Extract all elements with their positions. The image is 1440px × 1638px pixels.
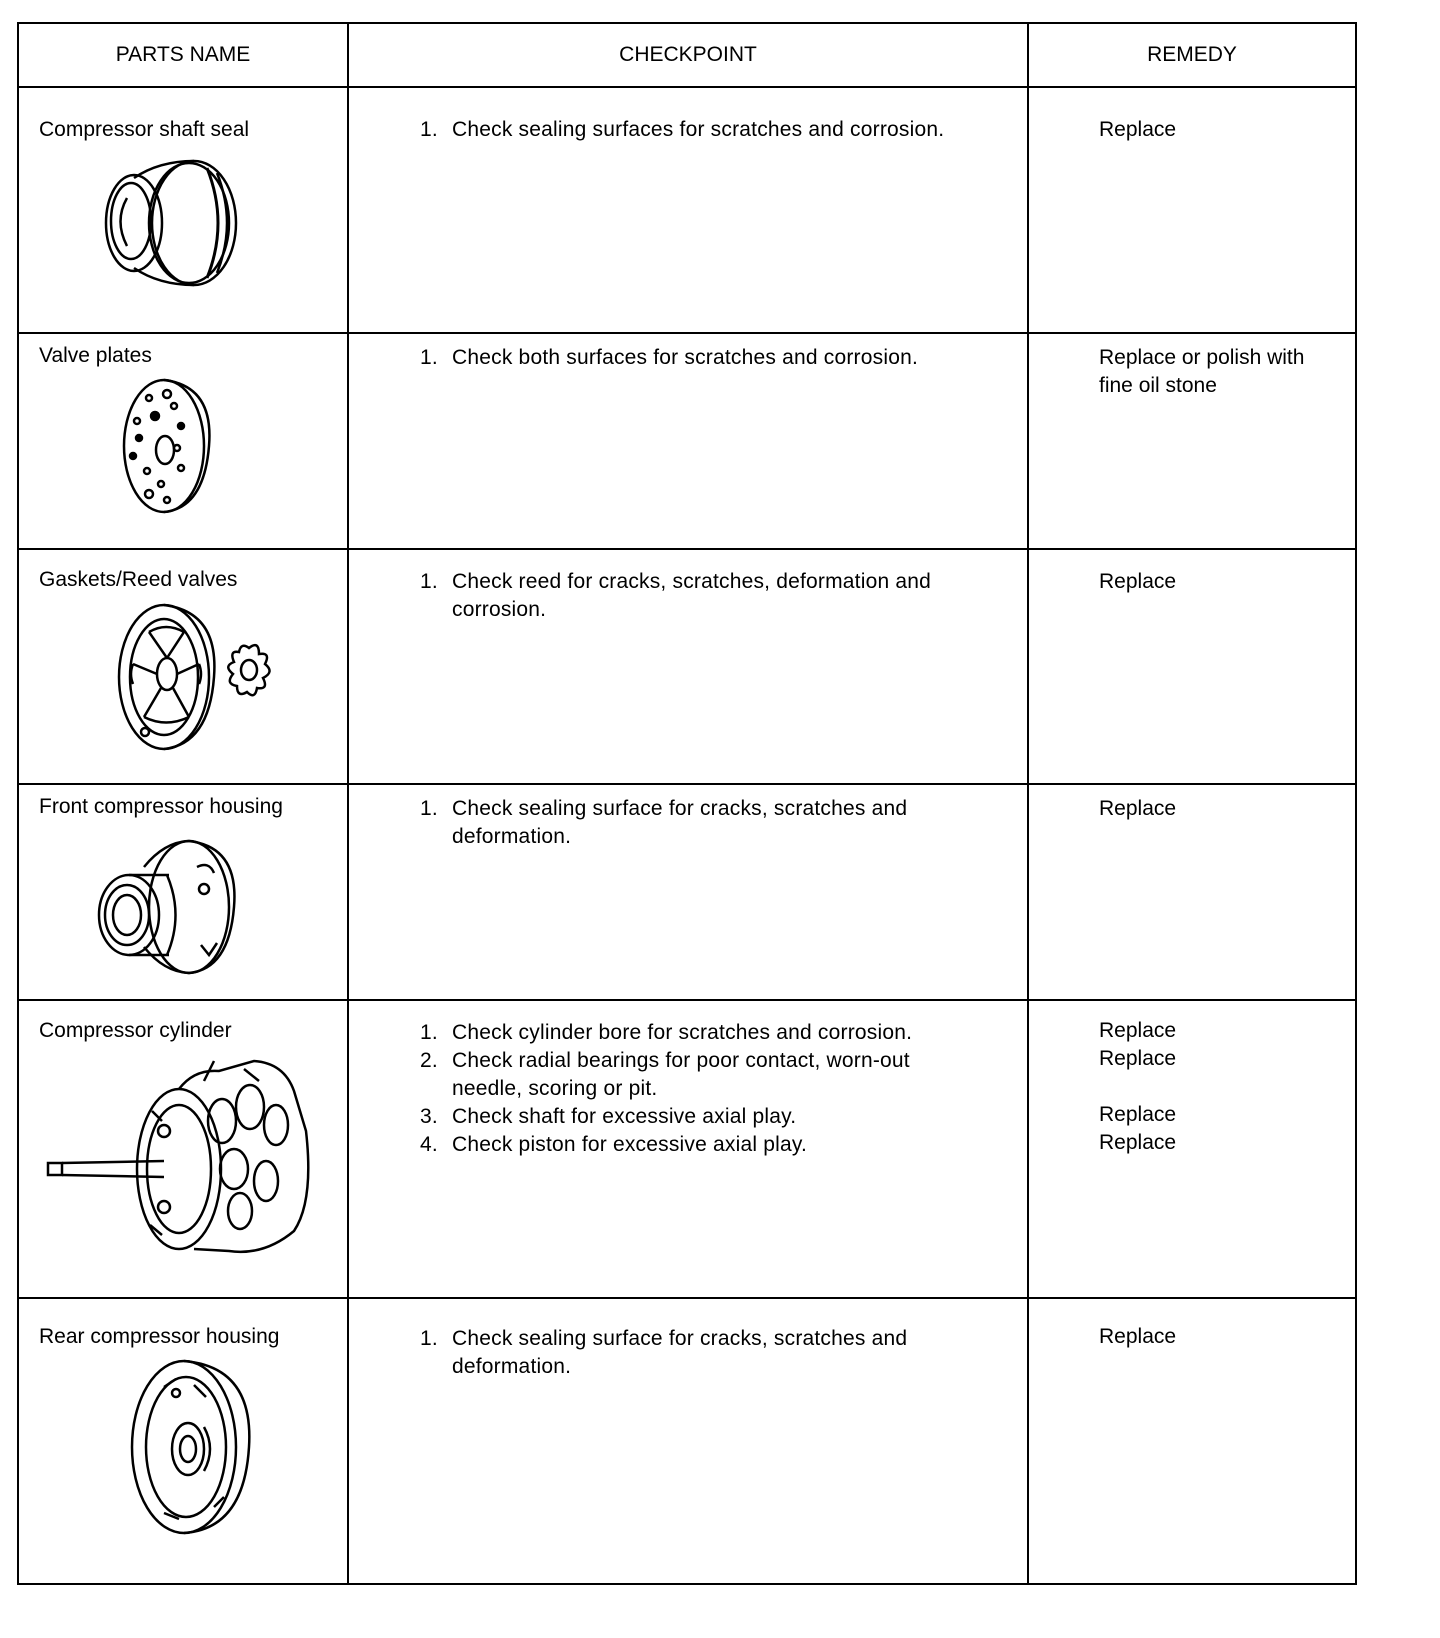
part-name: Compressor cylinder xyxy=(39,1019,232,1043)
table-header-row xyxy=(18,23,1356,87)
remedy-spacer xyxy=(1099,1073,1335,1101)
checkpoint-list xyxy=(349,785,1027,851)
table-row xyxy=(18,1000,1356,1298)
checkpoint-cell xyxy=(348,784,1028,1000)
remedy-text: Replace xyxy=(1099,1103,1177,1127)
remedy-text: Replace xyxy=(1099,118,1177,141)
remedy-text: Replace or polish with fine oil stone xyxy=(1099,345,1305,397)
rear-housing-illustration xyxy=(124,1357,274,1537)
table-row xyxy=(18,333,1356,549)
part-name: Rear compressor housing xyxy=(39,1324,280,1348)
part-cell xyxy=(18,333,348,549)
checkpoint-cell xyxy=(348,333,1028,549)
part-name: Compressor shaft seal xyxy=(39,118,250,141)
checkpoint-item: 4. Check piston for excessive axial play. xyxy=(444,1131,927,1159)
table-row xyxy=(18,784,1356,1000)
shaft-seal-illustration xyxy=(99,158,259,288)
inspection-table-sheet xyxy=(17,22,1355,1585)
checkpoint-list xyxy=(349,1001,1027,1159)
remedy-cell xyxy=(1028,1000,1356,1298)
header-remedy: REMEDY xyxy=(1028,23,1356,87)
remedy-text: Replace xyxy=(1099,1047,1177,1071)
remedy-text: Replace xyxy=(1099,1019,1177,1043)
part-cell xyxy=(18,1298,348,1584)
checkpoint-cell xyxy=(348,1000,1028,1298)
checkpoint-list xyxy=(349,88,1027,144)
valve-plate-illustration xyxy=(119,376,239,516)
part-cell xyxy=(18,1000,348,1298)
part-cell xyxy=(18,549,348,784)
front-housing-illustration xyxy=(89,827,249,977)
cylinder-illustration xyxy=(44,1051,314,1261)
remedy-cell xyxy=(1028,1298,1356,1584)
part-cell xyxy=(18,87,348,333)
checkpoint-item: 1. Check sealing surfaces for scratches and corrosion. xyxy=(444,116,997,144)
part-name: Valve plates xyxy=(39,343,152,367)
checkpoint-list xyxy=(349,1299,1027,1381)
remedy-text: Replace xyxy=(1099,1324,1177,1348)
checkpoint-item: 1. Check sealing surface for cracks, scratches and deformation. xyxy=(444,1325,937,1381)
part-name: Front compressor housing xyxy=(39,794,283,818)
remedy-text: Replace xyxy=(1099,796,1177,820)
remedy-text: Replace xyxy=(1099,1131,1177,1155)
checkpoint-list xyxy=(349,550,1027,624)
checkpoint-item: 1. Check cylinder bore for scratches and corrosion. xyxy=(444,1019,927,1047)
checkpoint-cell xyxy=(348,549,1028,784)
checkpoint-list xyxy=(349,334,1027,372)
remedy-cell xyxy=(1028,549,1356,784)
reed-valve-illustration xyxy=(109,602,279,752)
table-row xyxy=(18,87,1356,333)
table-row xyxy=(18,549,1356,784)
checkpoint-item: 3. Check shaft for excessive axial play. xyxy=(444,1103,927,1131)
part-cell xyxy=(18,784,348,1000)
checkpoint-item: 1. Check sealing surface for cracks, scratches and deformation. xyxy=(444,795,947,851)
header-checkpoint: CHECKPOINT xyxy=(348,23,1028,87)
header-parts-name: PARTS NAME xyxy=(18,23,348,87)
part-name: Gaskets/Reed valves xyxy=(39,567,238,591)
table-row xyxy=(18,1298,1356,1584)
checkpoint-item: 1. Check reed for cracks, scratches, deformation and corrosion. xyxy=(444,568,967,624)
remedy-cell xyxy=(1028,87,1356,333)
checkpoint-item: 2. Check radial bearings for poor contact, worn-out needle, scoring or pit. xyxy=(444,1047,927,1103)
checkpoint-cell xyxy=(348,1298,1028,1584)
remedy-text: Replace xyxy=(1099,569,1177,593)
remedy-cell xyxy=(1028,784,1356,1000)
parts-inspection-table xyxy=(17,22,1357,1585)
checkpoint-item: 1. Check both surfaces for scratches and corrosion. xyxy=(444,344,997,372)
remedy-cell xyxy=(1028,333,1356,549)
checkpoint-cell xyxy=(348,87,1028,333)
